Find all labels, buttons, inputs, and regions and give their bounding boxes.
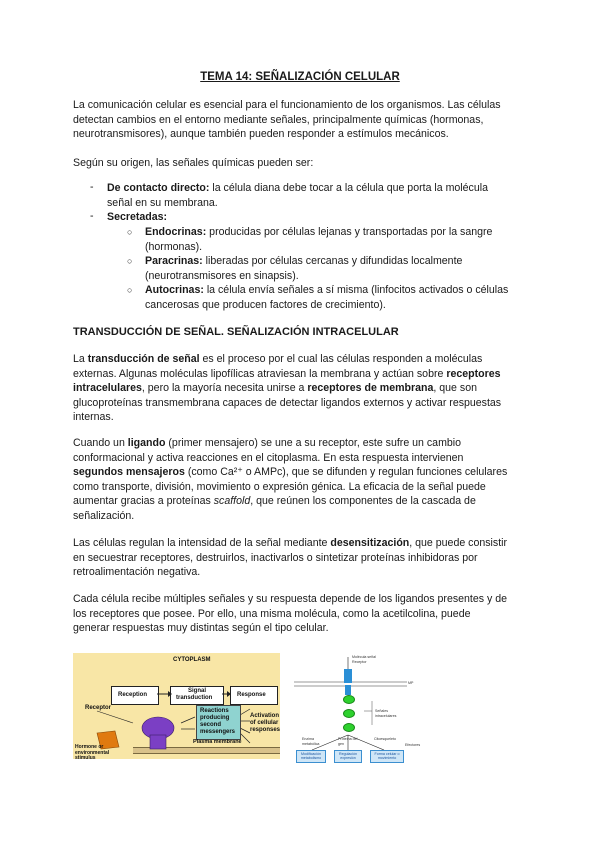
section-heading: TRANSDUCCIÓN DE SEÑAL. SEÑALIZACIÓN INTRACELULAR	[73, 326, 399, 338]
intro-paragraph	[73, 98, 533, 142]
effector-label: gen	[338, 742, 344, 746]
sublist-bullet: ○	[127, 227, 133, 237]
list-dash: -	[90, 181, 94, 193]
response-box: Forma celular o movimiento	[370, 750, 404, 763]
intro-line: neurotransmisores), aunque también pueden responder a estímulos mecánicos.	[73, 128, 449, 141]
signal-transduction-box: Signal transduction	[170, 686, 224, 705]
receptor-label: Receptor	[352, 660, 367, 664]
intro-line: La comunicación celular es esencial para el funcionamiento de los organismos. Las células	[73, 99, 501, 111]
membrane-label: MP	[408, 681, 414, 685]
sublist-item-endocrine: Endocrinas: producidas por células lejanas y transportadas por la sangre (hormonas).	[145, 226, 493, 253]
response-paragraph: Cada célula recibe múltiples señales y su respuesta depende de los ligandos presentes y de los receptores que posee. Por ello, una misma molécula, como la acetilcolina, puede generar respuestas muy distintas según el tipo celular.	[73, 593, 508, 635]
sublist-item-autocrine: Autocrinas: la célula envía señales a sí misma (linfocitos activados o células cancerosas que producen factores de crecimiento).	[145, 284, 509, 311]
second-messengers-box: Reactions producing second messengers	[196, 705, 241, 740]
ligand-paragraph: Cuando un ligando (primer mensajero) se une a su receptor, este sufre un cambio conformacional y activa reacciones en el citoplasma. En esta respuesta intervienen segundos mensajeros (como Ca²⁺ o AMPc), que se difunden y regulan funciones celulares como transporte, división, movimiento o expresión génica. La eficacia de la señal puede aumentar gracias a proteínas scaffold, que reúnen los componentes de la cascada de señalización.	[73, 437, 508, 522]
response-box: Response	[230, 686, 278, 705]
document-title: TEMA 14: SEÑALIZACIÓN CELULAR	[200, 71, 400, 83]
list-term: Secretadas:	[107, 211, 168, 223]
sublist-bullet: ○	[127, 256, 133, 266]
effector-label: Proteína del	[338, 737, 358, 741]
reception-box: Reception	[111, 686, 159, 705]
intracellular-signaling-figure	[292, 653, 427, 761]
intracellular-label: intracelulares	[375, 714, 397, 718]
receptor-shape	[128, 713, 188, 753]
signal-node	[343, 695, 355, 704]
hormone-label: stimulus	[75, 755, 96, 759]
plasma-membrane-label: Plasma membrane	[193, 739, 242, 745]
origin-intro: Según su origen, las señales químicas pueden ser:	[73, 157, 314, 169]
desensitization-paragraph: Las células regulan la intensidad de la señal mediante desensitización, que puede consistir en secuestrar receptores, destruirlos, inactivarlos o sintetizar proteínas inhibidoras por retroalimentación negativa.	[73, 537, 508, 579]
response-box: Modificación metabolismo	[296, 750, 326, 763]
sublist-item-paracrine: Paracrinas: liberadas por células cercanas y difundidas localmente (neurotransmisores en sinapsis).	[145, 255, 463, 282]
activation-label: Activation	[250, 713, 280, 719]
effector-label: Citoesqueleto	[374, 737, 396, 741]
transduction-paragraph: La transducción de señal es el proceso por el cual las células responden a moléculas externas. Algunas moléculas lipofílicas atraviesan la membrana y actúan sobre receptores intracelulares, pero la mayoría necesita unirse a receptores de membrana, que son glucoproteínas transmembrana capaces de detectar ligandos externos y activar respuestas internas.	[73, 353, 502, 424]
activation-label: of cellular	[250, 720, 279, 726]
signal-molecule-label: Molécula señal	[352, 655, 376, 659]
effectors-label: Efectores	[405, 743, 421, 747]
activation-label: responses	[250, 727, 280, 733]
cytoplasm-label: CYTOPLASM	[173, 657, 211, 663]
sublist-bullet: ○	[127, 285, 133, 295]
response-box: Regulación expresión	[334, 750, 362, 763]
list-item-contact: De contacto directo: la célula diana debe tocar a la célula que porta la molécula señal en su membrana.	[107, 182, 488, 209]
intro-line: detectan cambios en el entorno mediante señales, principalmente químicas (hormonas,	[73, 113, 484, 126]
effector-label: Enzima	[302, 737, 314, 741]
effector-label: metabólica	[302, 742, 320, 746]
signal-node	[343, 709, 355, 718]
hormone-label: Hormone or	[75, 744, 104, 750]
list-item-secreted	[107, 210, 167, 225]
signaling-stages-figure	[73, 653, 280, 759]
list-dash: -	[90, 210, 94, 222]
list-term: De contacto directo:	[107, 182, 210, 194]
signal-node	[343, 723, 355, 732]
receptor-label: Receptor	[85, 705, 112, 711]
hormone-label: environmental	[75, 750, 110, 756]
intracellular-label: Señales	[375, 709, 388, 713]
